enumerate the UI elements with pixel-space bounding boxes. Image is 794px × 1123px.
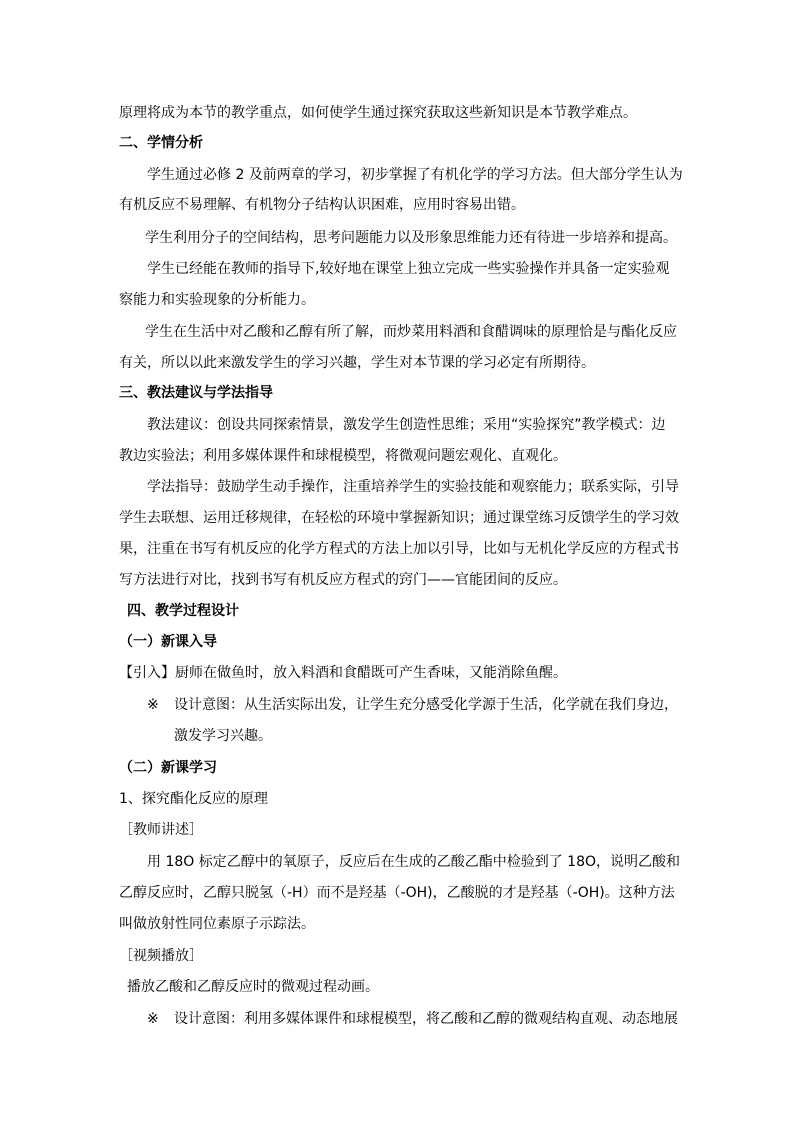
section-2-paragraph-1-line-2: 有机反应不易理解、有机物分子结构认识困难，应用时容易出错。 [119,197,525,213]
design-note-1-line-2: 激发学习兴趣。 [174,728,272,744]
intro-text: 厨师在做鱼时，放入料酒和食醋既可产生香味，又能消除鱼醒。 [175,665,567,681]
subsection-2-heading: （二）新课学习 [119,760,217,776]
item-1-heading: 1、探究酯化反应的原理 [119,791,268,807]
design-note-1-mark: ※ [147,697,159,713]
teacher-line-1: 用 18O 标定乙醇中的氧原子，反应后在生成的乙酸乙酯中检验到了 18O，说明乙酸和 [147,854,681,870]
section-4-heading: 四、教学过程设计 [127,603,239,619]
section-2-paragraph-4-line-1: 学生在生活中对乙酸和乙醇有所了解，而炒菜用料酒和食醋调味的原理恰是与酯化反应 [145,324,677,340]
intro-line [119,664,567,682]
teacher-label: ［教师讲述］ [119,822,203,838]
section-3-paragraph-2-line-2: 学生去联想、运用迁移规律，在轻松的环境中掌握新知识；通过课堂练习反馈学生的学习效 [119,510,679,526]
section-2-paragraph-2-line-1: 学生利用分子的空间结构，思考问题能力以及形象思维能力还有待进一步培养和提高。 [145,230,677,246]
intro-tail-text: 原理将成为本节的教学重点，如何使学生通过探究获取这些新知识是本节教学难点。 [119,105,637,121]
section-2-heading: 二、学情分析 [119,135,203,151]
design-note-2-mark: ※ [147,1011,159,1027]
section-2-paragraph-4-line-2: 有关，所以以此来激发学生的学习兴趣，学生对本节课的学习必定有所期待。 [119,355,595,371]
intro-label: 【引入】 [119,665,175,681]
video-line-1: 播放乙酸和乙醇反应时的微观过程动画。 [127,979,379,995]
section-2-paragraph-3-line-1: 学生已经能在教师的指导下,较好地在课堂上独立完成一些实验操作并具备一定实验观 [147,261,670,277]
subsection-1-heading: （一）新课入导 [119,634,217,650]
video-label: ［视频播放］ [119,948,203,964]
design-note-1-line-1: 设计意图：从生活实际出发，让学生充分感受化学源于生活，化学就在我们身边， [174,697,678,713]
teacher-line-3: 叫做放射性同位素原子示踪法。 [119,916,315,932]
section-3-heading: 三、教法建议与学法指导 [119,385,273,401]
teacher-line-2: 乙醇反应时，乙醇只脱氢（-H）而不是羟基（-OH)，乙酸脱的才是羟基（-OH)。这种方法 [119,885,675,901]
section-3-paragraph-1-line-2: 教边实验法；利用多媒体课件和球棍模型，将微观问题宏观化、直观化。 [119,448,567,464]
section-2-paragraph-1-line-1: 学生通过必修 2 及前两章的学习，初步掌握了有机化学的学习方法。但大部分学生认为 [147,167,683,183]
section-3-paragraph-1-line-1: 教法建议：创设共同探索情景，激发学生创造性思维；采用“实验探究”教学模式：边 [147,417,666,433]
section-2-paragraph-3-line-2: 察能力和实验现象的分析能力。 [119,292,315,308]
design-note-2-line-1: 设计意图：利用多媒体课件和球棍模型，将乙酸和乙醇的微观结构直观、动态地展 [174,1011,678,1027]
section-3-paragraph-2-line-1: 学法指导：鼓励学生动手操作，注重培养学生的实验技能和观察能力；联系实际，引导 [147,479,679,495]
section-3-paragraph-2-line-4: 写方法进行对比，找到书写有机反应方程式的窍门——官能团间的反应。 [119,572,567,588]
section-3-paragraph-2-line-3: 果，注重在书写有机反应的化学方程式的方法上加以引导，比如与无机化学反应的方程式书 [119,541,679,557]
